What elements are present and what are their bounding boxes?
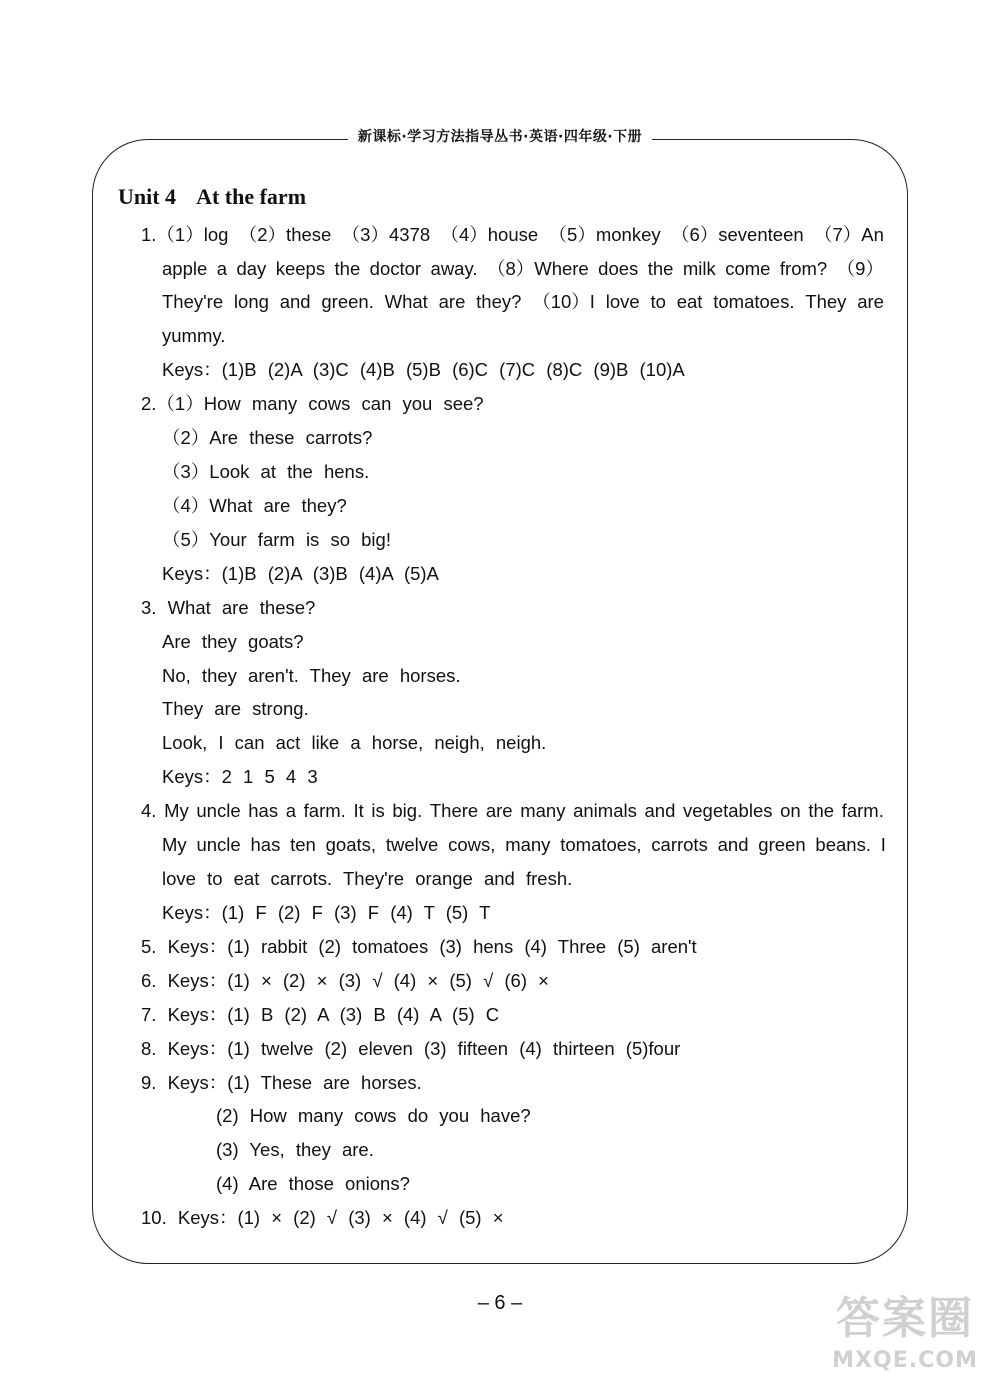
line-text: love to eat carrots. They're orange and fresh. [162, 868, 573, 889]
word: vegetables [683, 800, 773, 821]
text-line [162, 319, 225, 353]
text-line [162, 455, 369, 489]
word: they? [476, 291, 522, 312]
text-line [162, 760, 318, 794]
line-text: 2.（1）How many cows can you see? [141, 393, 484, 414]
word: carrots [651, 834, 708, 855]
word: 4. [141, 800, 157, 821]
line-text: （5）Your farm is so big! [162, 529, 391, 550]
line-text: Are they goats? [162, 631, 304, 652]
word: uncle [196, 834, 241, 855]
watermark-logo [815, 1290, 995, 1390]
word: （7）An [814, 224, 884, 245]
line-text: (3) Yes, they are. [216, 1139, 374, 1160]
line-text: 3. What are these? [141, 597, 316, 618]
text-line [162, 726, 546, 760]
word: to [650, 291, 666, 312]
word: They [805, 291, 847, 312]
word: a [285, 800, 297, 821]
word: and [717, 834, 749, 855]
running-header [0, 126, 1000, 146]
word: eat [676, 291, 703, 312]
word: animals [573, 800, 637, 821]
text-line [162, 557, 439, 591]
word: （6）seventeen [670, 224, 804, 245]
text-line [162, 489, 347, 523]
text-line [162, 252, 884, 286]
text-line [162, 692, 309, 726]
unit-number: Unit 4 [118, 184, 177, 209]
word: goats, [325, 834, 377, 855]
word: I [880, 834, 886, 855]
word: love [605, 291, 640, 312]
word: away. [430, 258, 478, 279]
word: （2）these [238, 224, 332, 245]
text-line [162, 828, 886, 862]
text-line [216, 1133, 374, 1167]
word: twelve [385, 834, 439, 855]
word: tomatoes, [560, 834, 642, 855]
word: They're [162, 291, 224, 312]
text-line [141, 218, 884, 252]
word: from? [779, 258, 828, 279]
line-text: 10. Keys：(1) × (2) √ (3) × (4) √ (5) × [141, 1207, 504, 1228]
word: keeps [275, 258, 326, 279]
line-text: Keys：2 1 5 4 3 [162, 766, 318, 787]
word: big. [392, 800, 423, 821]
text-line [162, 659, 461, 693]
word: （10）I [532, 291, 595, 312]
line-text: yummy. [162, 325, 226, 346]
word: uncle [196, 800, 241, 821]
line-text: 7. Keys：(1) B (2) A (3) B (4) A (5) C [141, 1004, 500, 1025]
word: tomatoes. [713, 291, 795, 312]
line-text: 5. Keys：(1) rabbit (2) tomatoes (3) hens (4) Three (5) aren't [141, 936, 697, 957]
word: green [758, 834, 806, 855]
word: are [857, 291, 884, 312]
word: has [248, 800, 279, 821]
word: milk [682, 258, 716, 279]
watermark-top: 答案圈 [836, 1293, 974, 1344]
line-text: （4）What are they? [162, 495, 347, 516]
word: long [233, 291, 269, 312]
text-line [162, 896, 490, 930]
text-line [141, 964, 549, 998]
word: are [438, 291, 466, 312]
word: beans. [815, 834, 871, 855]
word: has [250, 834, 281, 855]
line-text: Keys：(1)B (2)A (3)B (4)A (5)A [162, 563, 439, 584]
word: day [236, 258, 267, 279]
text-line [162, 285, 884, 319]
text-line [141, 930, 697, 964]
line-text: (2) How many cows do you have? [216, 1105, 531, 1126]
text-line [216, 1099, 531, 1133]
word: farm. [841, 800, 884, 821]
line-text: （3）Look at the hens. [162, 461, 370, 482]
text-line [141, 1066, 422, 1100]
line-text: They are strong. [162, 698, 309, 719]
line-text: （2）Are these carrots? [162, 427, 373, 448]
word: My [164, 800, 189, 821]
line-text: 6. Keys：(1) × (2) × (3) √ (4) × (5) √ (6) × [141, 970, 549, 991]
word: 1.（1）log [141, 224, 229, 245]
word: and [279, 291, 311, 312]
word: doctor [369, 258, 422, 279]
word: come [725, 258, 771, 279]
text-line [141, 998, 499, 1032]
line-text: 8. Keys：(1) twelve (2) eleven (3) fifteen (4) thirteen (5)four [141, 1038, 681, 1059]
word: （9） [836, 258, 884, 279]
word: the [334, 258, 361, 279]
text-line [141, 591, 315, 625]
text-line [141, 1201, 504, 1235]
word: （8）Where [486, 258, 589, 279]
word: There [429, 800, 479, 821]
text-line [141, 1032, 680, 1066]
word: green. [321, 291, 374, 312]
unit-title [118, 184, 306, 210]
line-text: Look, I can act like a horse, neigh, neigh. [162, 732, 547, 753]
word: many [505, 834, 551, 855]
word: What [384, 291, 428, 312]
word: a [216, 258, 227, 279]
word: the [647, 258, 674, 279]
text-line [162, 421, 372, 455]
text-line [141, 794, 884, 828]
text-line [162, 625, 304, 659]
unit-name: At the farm [196, 184, 307, 209]
word: My [162, 834, 187, 855]
word: （4）house [440, 224, 539, 245]
line-text: (4) Are those onions? [216, 1173, 410, 1194]
text-line [162, 353, 685, 387]
watermark-bottom: MXQE.COM [832, 1348, 978, 1373]
text-line [141, 387, 484, 421]
page-number: – 6 – [477, 1292, 523, 1314]
word: （3）4378 [341, 224, 431, 245]
word: does [598, 258, 639, 279]
word: farm. [303, 800, 346, 821]
word: It [353, 800, 364, 821]
word: are [485, 800, 513, 821]
word: on [780, 800, 801, 821]
line-text: Keys：(1) F (2) F (3) F (4) T (5) T [162, 902, 491, 923]
word: apple [162, 258, 208, 279]
line-text: Keys：(1)B (2)A (3)C (4)B (5)B (6)C (7)C (8)C (9)B (10)A [162, 359, 685, 380]
word: （5）monkey [548, 224, 661, 245]
line-text: 9. Keys：(1) These are horses. [141, 1072, 422, 1093]
word: cows, [448, 834, 496, 855]
word: and [644, 800, 676, 821]
word: is [371, 800, 385, 821]
text-line [162, 862, 572, 896]
word: ten [290, 834, 316, 855]
text-line [216, 1167, 410, 1201]
line-text: No, they aren't. They are horses. [162, 665, 461, 686]
word: the [808, 800, 835, 821]
text-line [162, 523, 391, 557]
header-title: 新课标·学习方法指导丛书·英语·四年级·下册 [348, 129, 652, 145]
word: many [520, 800, 566, 821]
